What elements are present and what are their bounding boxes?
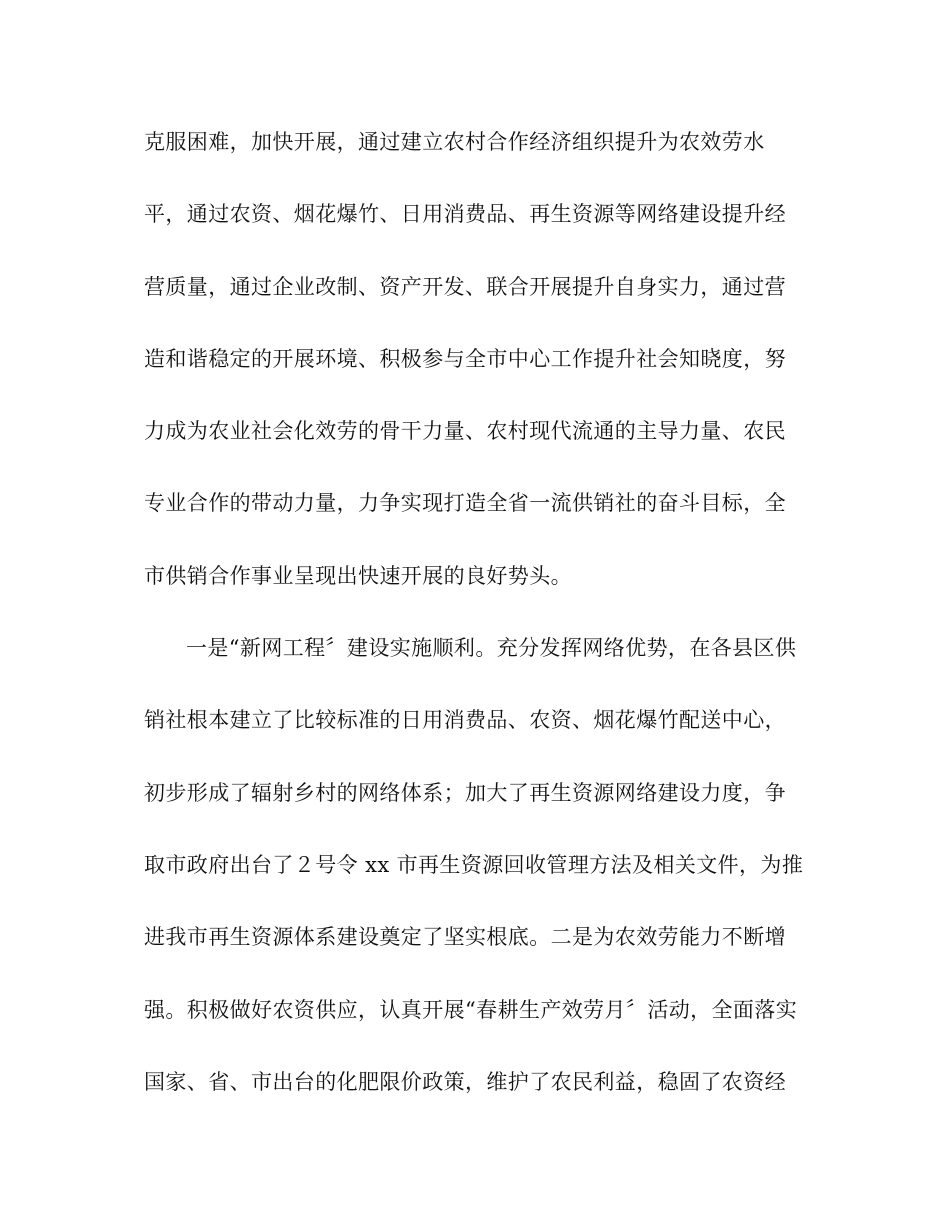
paragraph-line: 强。积极做好农资供应，认真开展“春耕生产效劳月〞活动，全面落实 — [144, 997, 798, 1022]
paragraph-line: 销社根本建立了比较标准的日用消费品、农资、烟花爆竹配送中心， — [144, 708, 786, 733]
paragraph-line: 国家、省、市出台的化肥限价政策，维护了农民利益，稳固了农资经 — [144, 1069, 786, 1094]
paragraph-line: 力成为农业社会化效劳的骨干力量、农村现代流通的主导力量、农民 — [144, 419, 786, 444]
paragraph-line: 平，通过农资、烟花爆竹、日用消费品、再生资源等网络建设提升经 — [144, 202, 786, 227]
paragraph-line: 进我市再生资源体系建设奠定了坚实根底。二是为农效劳能力不断增 — [144, 925, 786, 950]
paragraph-line: 初步形成了辐射乡村的网络体系；加大了再生资源网络建设力度，争 — [144, 780, 786, 805]
paragraph-line: 专业合作的带动力量，力争实现打造全省一流供销社的奋斗目标，全 — [144, 491, 786, 516]
document-body — [144, 124, 814, 1136]
paragraph-line: 营质量，通过企业改制、资产开发、联合开展提升自身实力，通过营 — [144, 274, 786, 299]
paragraph-line: 克服困难，加快开展，通过建立农村合作经济组织提升为农效劳水 — [144, 130, 765, 154]
paragraph-line: 一是“新网工程〞建设实施顺利。充分发挥网络优势，在各县区供 — [186, 636, 797, 661]
paragraph-line: 造和谐稳定的开展环境、积极参与全市中心工作提升社会知晓度，努 — [144, 346, 786, 371]
paragraph-line: 取市政府出台了２号令 xx 市再生资源回收管理方法及相关文件，为推 — [144, 852, 804, 877]
paragraph-line: 市供销合作事业呈现出快速开展的良好势头。 — [144, 563, 572, 588]
